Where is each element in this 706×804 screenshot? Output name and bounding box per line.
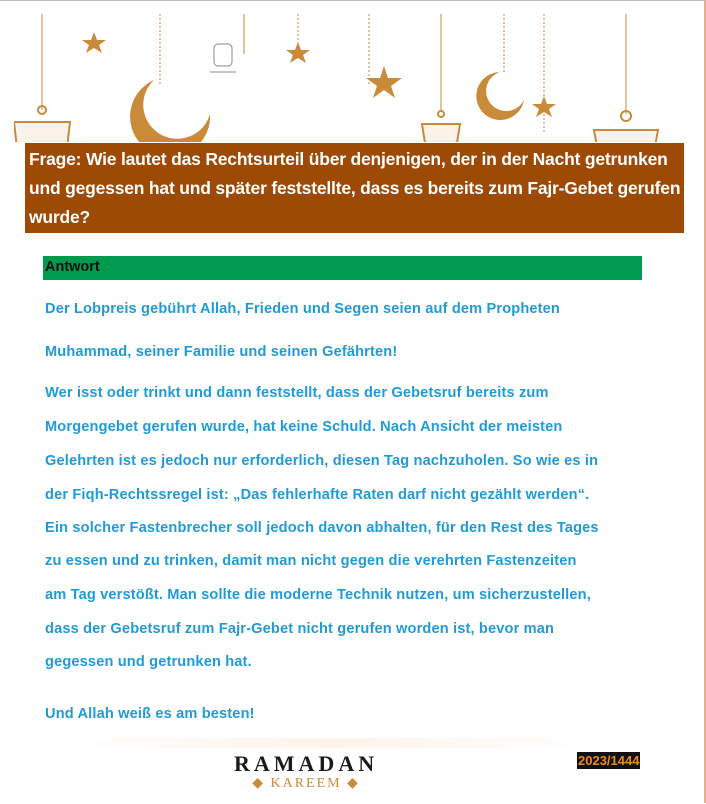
answer-text-line: gegessen und getrunken hat. [45,654,252,670]
answer-text-line: dass der Gebetsruf zum Fajr-Gebet nicht gerufen worden ist, bevor man [45,621,555,637]
lantern-icon [594,111,658,142]
answer-text-line: der Fiqh-Rechtssregel ist: „Das fehlerhafte Raten darf nicht gezählt werden“. [45,487,590,503]
university-logo [210,44,236,72]
closing-line: Und Allah weiß es am besten! [45,706,255,722]
star-icon [532,96,556,117]
answer-heading: Antwort [45,259,100,275]
ramadan-banner [14,14,680,142]
crescent-moon-icon [130,80,210,142]
lantern-icon [14,106,70,142]
answer-text-line: Wer isst oder trinkt und dann feststellt, dass der Gebetsruf bereits zum [45,385,549,401]
question-heading: Frage: Wie lautet das Rechtsurteil über denjenigen, der in der Nacht getrunken und gegessen hat und später feststellte, dass es bereits zum Fajr-Gebet gerufen wurde? [25,143,684,233]
star-icon [286,42,310,63]
answer-text-line: Gelehrten ist es jedoch nur erforderlich, diesen Tag nachzuholen. So wie es in [45,453,599,469]
diamond-icon: ◆ [252,776,265,791]
star-icon [82,32,106,53]
answer-text-line: am Tag verstößt. Man sollte die moderne Technik nutzen, um sicherzustellen, [45,587,591,603]
answer-text-line: Morgengebet gerufen wurde, hat keine Schuld. Nach Ansicht der meisten [45,419,563,435]
answer-text-line: Der Lobpreis gebührt Allah, Frieden und Segen seien auf dem Propheten [45,301,560,317]
star-icon [366,66,402,98]
answer-text-line: zu essen und zu trinken, damit man nicht gegen die verehrten Fastenzeiten [45,553,577,569]
ramadan-kareem-logo [234,752,378,792]
lantern-icon [422,111,460,142]
crescent-moon-icon [476,72,524,120]
answer-text-line: Muhammad, seiner Familie und seinen Gefährten! [45,344,398,360]
year-badge: 2023/1444 [578,753,640,768]
logo-kareem-row [234,776,378,792]
footer-band [60,738,600,748]
diamond-icon: ◆ [347,776,360,791]
logo-ramadan: RAMADAN [234,751,379,776]
logo-kareem: KAREEM [270,776,342,791]
answer-text-line: Ein solcher Fastenbrecher soll jedoch davon abhalten, für den Rest des Tages [45,520,599,536]
answer-heading-bar [43,256,642,280]
